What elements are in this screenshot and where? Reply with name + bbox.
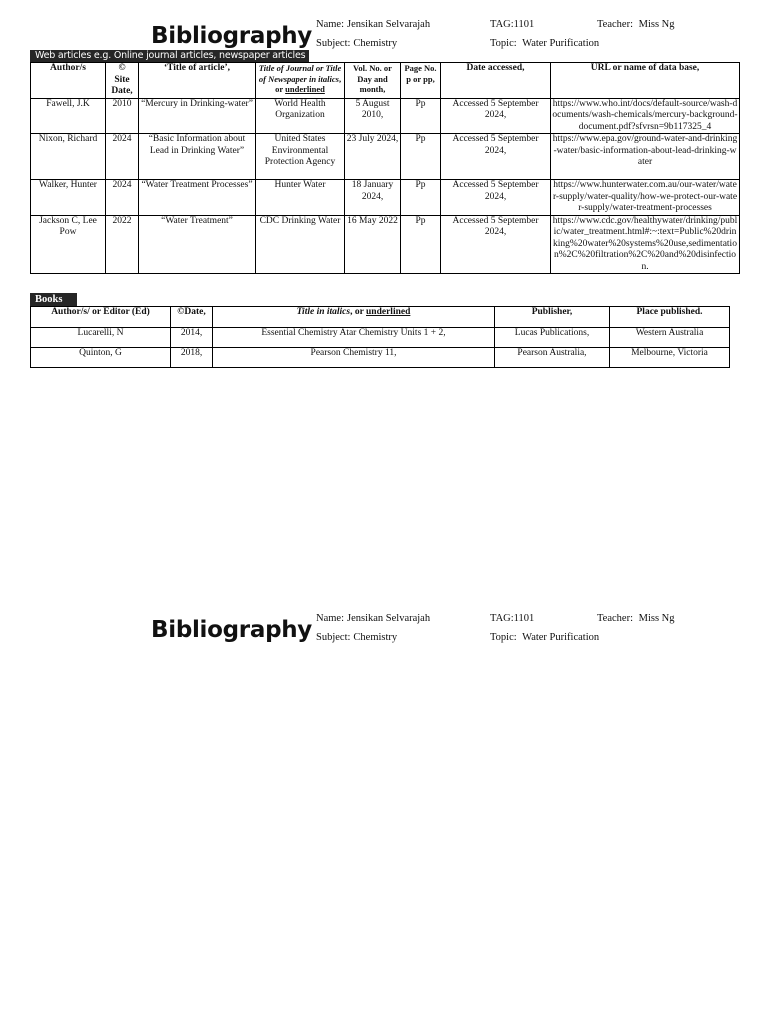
book-date: 2018, (171, 348, 213, 368)
book-author: Quinton, G (31, 348, 171, 368)
row-journal: CDC Drinking Water (256, 215, 345, 274)
books-heading: Books (30, 293, 77, 306)
web-articles-table (30, 62, 740, 274)
table-row (31, 98, 740, 134)
col-author-header: Author/s (31, 63, 106, 99)
row-journal: World Health Organization (256, 98, 345, 134)
row-year: 2010 (106, 98, 139, 134)
row-accessed: Accessed 5 September 2024, (441, 215, 551, 274)
row-page: Pp (401, 134, 441, 180)
row-vol: 5 August 2010, (345, 98, 401, 134)
row-author: Nixon, Richard (31, 134, 106, 180)
topic-field (490, 37, 599, 50)
teacher-field (597, 18, 675, 31)
col-publisher-header: Publisher, (495, 307, 610, 328)
books-header-row (31, 307, 730, 328)
col-site-date-header: © Site Date, (106, 63, 139, 99)
subject-value: Chemistry (353, 38, 398, 49)
book-place: Western Australia (610, 328, 730, 348)
row-title: “Basic Information about Lead in Drinking Water” (139, 134, 256, 180)
name-label: Name: (316, 19, 344, 30)
tag-label: TAG: (490, 19, 514, 30)
book-publisher: Pearson Australia, (495, 348, 610, 368)
row-title: “Mercury in Drinking-water” (139, 98, 256, 134)
row-url: https://www.who.int/docs/default-source/wash-documents/wash-chemicals/mercury-background-document.pdf?sfvrsn=9b117325_4 (552, 98, 738, 132)
col-page-header: Page No. p or pp, (401, 63, 441, 99)
col-place-header: Place published. (610, 307, 730, 328)
row-journal: Hunter Water (256, 180, 345, 216)
row-author: Jackson C, Lee Pow (31, 215, 106, 274)
col-journal-header: Title of Journal or Title of Newspaper in italics, or underlined (256, 63, 345, 99)
row-url: https://www.hunterwater.com.au/our-water/water-supply/water-quality/how-we-protect-our-water-supply/water-treatment-processes (551, 180, 740, 216)
book-publisher: Lucas Publications, (495, 328, 610, 348)
page-title-2: Bibliography (151, 617, 313, 643)
row-accessed: Accessed 5 September 2024, (441, 134, 551, 180)
subject-field (316, 37, 397, 50)
books-table (30, 306, 730, 368)
row-url: https://www.epa.gov/ground-water-and-drinking-water/basic-information-about-lead-drinking-water (551, 134, 740, 180)
row-vol: 23 July 2024, (345, 134, 401, 180)
row-title: “Water Treatment” (139, 215, 256, 274)
row-year: 2024 (106, 134, 139, 180)
topic-value: Water Purification (522, 38, 600, 49)
tag-value: 1101 (513, 19, 535, 30)
row-author: Fawell, J.K (31, 98, 106, 134)
teacher-label: Teacher: (597, 19, 633, 30)
row-vol: 16 May 2022 (345, 215, 401, 274)
row-page: Pp (401, 215, 441, 274)
book-place: Melbourne, Victoria (610, 348, 730, 368)
page-title: Bibliography (151, 23, 313, 49)
col-book-date-header: ©Date, (171, 307, 213, 328)
topic-field-2: Topic: Water Purification (490, 632, 600, 643)
col-url-header: URL or name of data base, (551, 63, 740, 99)
book-author: Lucarelli, N (31, 328, 171, 348)
student-name-2: Name: Jensikan Selvarajah (316, 613, 431, 624)
book-date: 2014, (171, 328, 213, 348)
row-accessed: Accessed 5 September 2024, (441, 98, 551, 134)
row-vol: 18 January 2024, (345, 180, 401, 216)
col-book-title-header: Title in italics, or underlined (213, 307, 495, 328)
row-accessed: Accessed 5 September 2024, (441, 180, 551, 216)
row-year: 2024 (106, 180, 139, 216)
teacher-value: Miss Ng (638, 19, 675, 30)
tag-field-2: TAG:1101 (490, 613, 535, 624)
row-author: Walker, Hunter (31, 180, 106, 216)
row-url: https://www.cdc.gov/healthywater/drinking/public/water_treatment.html#:~:text=Public%20drinking%20water%20systems%20use,sedimentation%2C%20filtration%2C%20and%20disinfection. (551, 215, 740, 274)
name-value: Jensikan Selvarajah (347, 19, 431, 30)
table-row (31, 134, 740, 180)
table-row (31, 348, 730, 368)
table-row (31, 328, 730, 348)
book-title: Pearson Chemistry 11, (213, 348, 495, 368)
book-title: Essential Chemistry Atar Chemistry Units 1 + 2, (213, 328, 495, 348)
student-name (316, 18, 430, 31)
col-article-title-header: ‘Title of article’, (139, 63, 256, 99)
table-row (31, 180, 740, 216)
row-journal: United States Environmental Protection Agency (256, 134, 345, 180)
row-page: Pp (401, 180, 441, 216)
row-year: 2022 (106, 215, 139, 274)
web-header-row (31, 63, 740, 99)
col-book-author-header: Author/s/ or Editor (Ed) (31, 307, 171, 328)
topic-label: Topic: (490, 38, 517, 49)
teacher-field-2: Teacher: Miss Ng (597, 613, 675, 624)
web-articles-heading: Web articles e.g. Online journal articles, newspaper articles (30, 50, 309, 62)
col-vol-header: Vol. No. or Day and month, (345, 63, 401, 99)
row-title: “Water Treatment Processes” (139, 180, 256, 216)
row-page: Pp (401, 98, 441, 134)
table-row (31, 215, 740, 274)
subject-label: Subject: (316, 38, 351, 49)
tag-field (490, 18, 534, 31)
col-accessed-header: Date accessed, (441, 63, 551, 99)
subject-field-2: Subject: Chemistry (316, 632, 398, 643)
